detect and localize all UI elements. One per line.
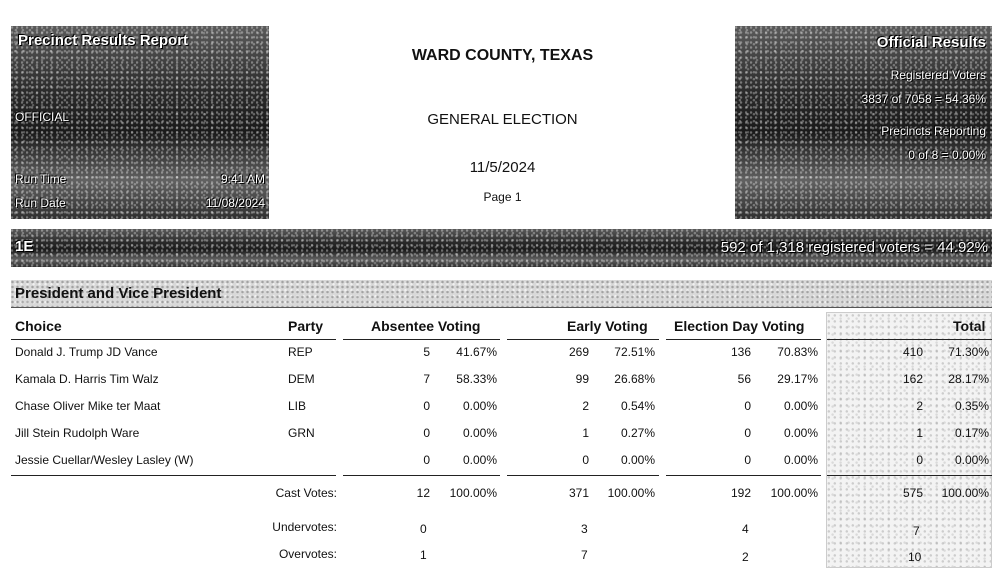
col-absentee: Absentee Voting (371, 318, 481, 334)
summary-total: 10 (908, 550, 922, 564)
run-date-label: Run Date (15, 196, 66, 210)
divider (507, 475, 659, 476)
row-total: 162 (902, 372, 923, 386)
county-name: WARD COUNTY, TEXAS (411, 47, 594, 64)
row-choice: Jill Stein Rudolph Ware (15, 426, 140, 440)
summary-total-pct: 100.00% (941, 486, 989, 500)
row-choice: Kamala D. Harris Tim Walz (15, 372, 159, 386)
row-choice: Donald J. Trump JD Vance (15, 345, 158, 359)
row-absentee: 0 (423, 453, 430, 467)
row-early-pct: 0.27% (620, 426, 655, 440)
row-early: 0 (582, 453, 589, 467)
col-party: Party (288, 318, 324, 334)
summary-total: 575 (902, 486, 923, 500)
divider (666, 475, 821, 476)
row-choice: Chase Oliver Mike ter Maat (15, 399, 161, 413)
row-early: 1 (582, 426, 589, 440)
row-election-day-pct: 0.00% (783, 453, 818, 467)
row-early-pct: 72.51% (614, 345, 655, 359)
row-total-pct: 28.17% (948, 372, 989, 386)
col-election-day: Election Day Voting (674, 318, 805, 334)
row-choice: Jessie Cuellar/Wesley Lasley (W) (15, 453, 194, 467)
official-results-box (735, 26, 992, 219)
registered-voters-value: 3837 of 7058 = 54.36% (861, 92, 986, 106)
divider (507, 339, 659, 340)
race-title: President and Vice President (15, 285, 222, 302)
summary-election-day: 2 (742, 550, 749, 564)
summary-absentee: 12 (416, 486, 430, 500)
col-early: Early Voting (567, 318, 648, 334)
summary-absentee: 1 (420, 548, 427, 562)
row-election-day-pct: 70.83% (777, 345, 818, 359)
row-total-pct: 0.00% (954, 453, 989, 467)
row-election-day-pct: 0.00% (783, 399, 818, 413)
row-election-day-pct: 29.17% (777, 372, 818, 386)
row-election-day: 56 (737, 372, 751, 386)
summary-election-day: 192 (730, 486, 751, 500)
summary-label: Overvotes: (278, 547, 337, 561)
row-election-day: 0 (744, 399, 751, 413)
summary-absentee-pct: 100.00% (449, 486, 497, 500)
row-election-day-pct: 0.00% (783, 426, 818, 440)
row-total: 1 (916, 426, 923, 440)
col-total: Total (953, 318, 986, 334)
row-election-day: 0 (744, 453, 751, 467)
col-choice: Choice (15, 318, 62, 334)
summary-label: Cast Votes: (275, 486, 337, 500)
row-absentee-pct: 0.00% (462, 399, 497, 413)
run-time-label: Run Time (15, 172, 67, 186)
row-absentee-pct: 0.00% (462, 426, 497, 440)
report-status: OFFICIAL (15, 110, 70, 124)
report-title: Precinct Results Report (18, 32, 189, 49)
row-early: 99 (575, 372, 589, 386)
divider (666, 339, 821, 340)
run-time-value: 9:41 AM (220, 172, 265, 186)
row-party: LIB (288, 399, 307, 413)
row-election-day: 136 (730, 345, 751, 359)
official-results-title: Official Results (876, 34, 986, 51)
row-party: GRN (288, 426, 315, 440)
summary-label: Undervotes: (272, 520, 337, 534)
report-info-box (11, 26, 269, 219)
registered-voters-label: Registered Voters (890, 68, 986, 82)
row-absentee-pct: 0.00% (462, 453, 497, 467)
row-total: 0 (916, 453, 923, 467)
run-date-value: 11/08/2024 (205, 196, 265, 210)
precincts-reporting-label: Precincts Reporting (881, 124, 986, 138)
row-absentee: 7 (423, 372, 430, 386)
row-total-pct: 71.30% (948, 345, 989, 359)
row-early-pct: 0.54% (620, 399, 655, 413)
precinct-id: 1E (15, 238, 34, 255)
row-total: 2 (916, 399, 923, 413)
divider (11, 339, 336, 340)
summary-election-day-pct: 100.00% (770, 486, 818, 500)
row-absentee: 5 (423, 345, 430, 359)
row-total-pct: 0.35% (954, 399, 989, 413)
summary-early: 3 (581, 522, 588, 536)
divider (343, 475, 500, 476)
summary-early-pct: 100.00% (607, 486, 655, 500)
row-absentee-pct: 58.33% (456, 372, 497, 386)
divider (343, 339, 500, 340)
row-election-day: 0 (744, 426, 751, 440)
row-absentee-pct: 41.67% (456, 345, 497, 359)
row-early: 2 (582, 399, 589, 413)
divider (827, 475, 992, 476)
election-date: 11/5/2024 (469, 159, 536, 176)
precinct-bar (11, 229, 992, 267)
summary-early: 371 (568, 486, 589, 500)
precinct-voters: 592 of 1,318 registered voters = 44.92% (720, 239, 988, 256)
summary-absentee: 0 (420, 522, 427, 536)
race-header (11, 280, 992, 308)
divider (827, 339, 992, 340)
row-total-pct: 0.17% (954, 426, 989, 440)
election-name: GENERAL ELECTION (427, 111, 578, 128)
row-early: 269 (568, 345, 589, 359)
row-early-pct: 0.00% (620, 453, 655, 467)
row-total: 410 (902, 345, 923, 359)
row-party: REP (288, 345, 313, 359)
precincts-reporting-value: 0 of 8 = 0.00% (908, 148, 986, 162)
divider (11, 475, 336, 476)
page-number: Page 1 (483, 190, 522, 204)
summary-election-day: 4 (742, 522, 749, 536)
row-early-pct: 26.68% (614, 372, 655, 386)
summary-total: 7 (913, 524, 920, 538)
summary-early: 7 (581, 548, 588, 562)
row-absentee: 0 (423, 426, 430, 440)
row-party: DEM (288, 372, 315, 386)
row-absentee: 0 (423, 399, 430, 413)
